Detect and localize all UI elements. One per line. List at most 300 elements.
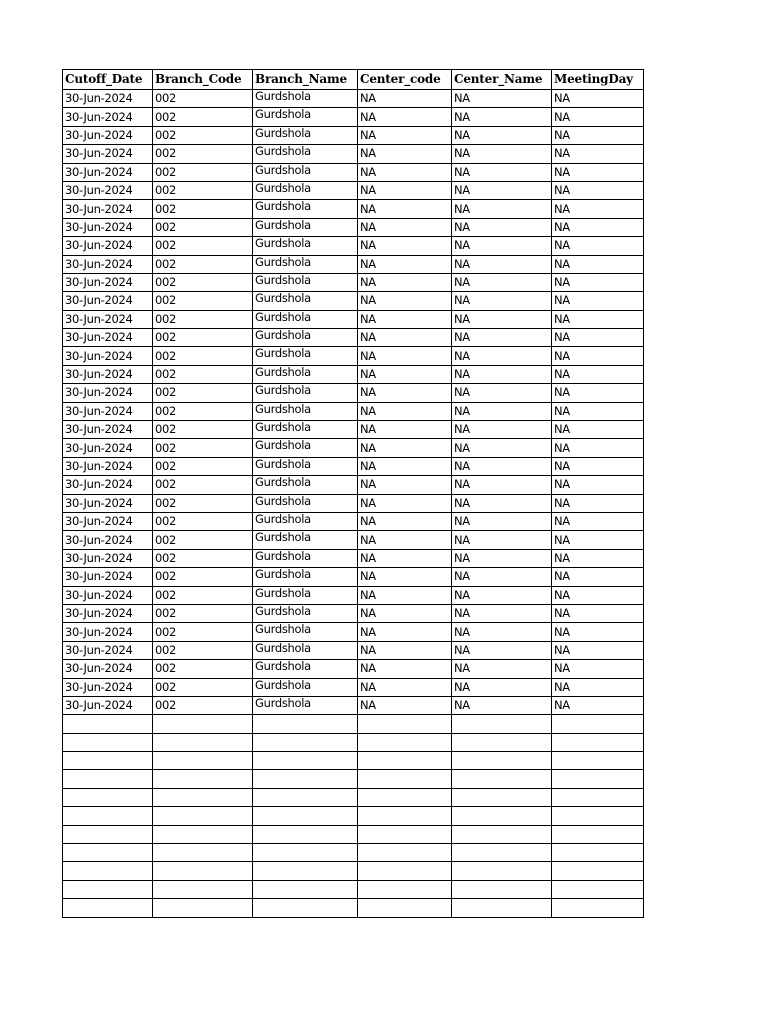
cell-center-code <box>358 733 452 751</box>
cell-center-code: NA <box>358 457 452 475</box>
cell-cutoff-date: 30-Jun-2024 <box>63 255 153 273</box>
cell-branch-code: 002 <box>153 457 253 475</box>
cell-branch-name: Gurdshola <box>253 476 358 494</box>
cell-branch-code <box>153 825 253 843</box>
cell-branch-name <box>253 715 358 733</box>
cell-meeting-day: NA <box>552 457 644 475</box>
table-row <box>63 218 644 236</box>
cell-center-code: NA <box>358 145 452 163</box>
table-row <box>63 237 644 255</box>
cell-cutoff-date: 30-Jun-2024 <box>63 145 153 163</box>
cell-branch-code <box>153 715 253 733</box>
cell-center-name: NA <box>452 163 552 181</box>
table-row <box>63 844 644 862</box>
cell-cutoff-date: 30-Jun-2024 <box>63 365 153 383</box>
cell-cutoff-date: 30-Jun-2024 <box>63 586 153 604</box>
cell-center-code: NA <box>358 273 452 291</box>
cell-branch-code: 002 <box>153 200 253 218</box>
cell-meeting-day <box>552 770 644 788</box>
cell-center-code: NA <box>358 568 452 586</box>
table-row <box>63 457 644 475</box>
cell-branch-name: Gurdshola <box>253 494 358 512</box>
cell-meeting-day: NA <box>552 163 644 181</box>
cell-branch-code: 002 <box>153 145 253 163</box>
cell-meeting-day: NA <box>552 108 644 126</box>
header-branch-name: Branch_Name <box>253 70 358 90</box>
cell-cutoff-date <box>63 825 153 843</box>
cell-meeting-day: NA <box>552 696 644 714</box>
table-row <box>63 641 644 659</box>
cell-center-name: NA <box>452 531 552 549</box>
table-row <box>63 402 644 420</box>
cell-meeting-day: NA <box>552 586 644 604</box>
cell-branch-code: 002 <box>153 623 253 641</box>
cell-center-name <box>452 899 552 917</box>
cell-cutoff-date: 30-Jun-2024 <box>63 604 153 622</box>
cell-branch-code: 002 <box>153 604 253 622</box>
cell-cutoff-date <box>63 899 153 917</box>
cell-center-name <box>452 825 552 843</box>
cell-branch-name: Gurdshola <box>253 586 358 604</box>
cell-branch-code <box>153 770 253 788</box>
cell-cutoff-date: 30-Jun-2024 <box>63 494 153 512</box>
cell-branch-code: 002 <box>153 292 253 310</box>
cell-center-name: NA <box>452 512 552 530</box>
cell-cutoff-date <box>63 807 153 825</box>
cell-meeting-day <box>552 862 644 880</box>
cell-center-name: NA <box>452 218 552 236</box>
table-header <box>63 70 644 90</box>
table-row <box>63 90 644 108</box>
table-row <box>63 788 644 806</box>
cell-branch-code: 002 <box>153 347 253 365</box>
cell-meeting-day <box>552 899 644 917</box>
cell-meeting-day <box>552 880 644 898</box>
cell-center-name: NA <box>452 568 552 586</box>
cell-cutoff-date: 30-Jun-2024 <box>63 273 153 291</box>
cell-center-name: NA <box>452 641 552 659</box>
cell-center-name: NA <box>452 384 552 402</box>
cell-center-code: NA <box>358 384 452 402</box>
cell-center-code: NA <box>358 292 452 310</box>
cell-center-code: NA <box>358 494 452 512</box>
cell-meeting-day: NA <box>552 512 644 530</box>
cell-meeting-day: NA <box>552 641 644 659</box>
cell-cutoff-date <box>63 752 153 770</box>
table-row <box>63 145 644 163</box>
cell-branch-code: 002 <box>153 218 253 236</box>
cell-branch-name: Gurdshola <box>253 421 358 439</box>
cell-branch-name: Gurdshola <box>253 660 358 678</box>
cell-cutoff-date: 30-Jun-2024 <box>63 237 153 255</box>
cell-branch-name: Gurdshola <box>253 200 358 218</box>
cell-center-name: NA <box>452 549 552 567</box>
cell-center-name: NA <box>452 660 552 678</box>
cell-center-name: NA <box>452 365 552 383</box>
cell-center-code <box>358 788 452 806</box>
cell-center-name: NA <box>452 604 552 622</box>
cell-center-name: NA <box>452 476 552 494</box>
cell-center-code: NA <box>358 90 452 108</box>
cell-center-code: NA <box>358 329 452 347</box>
cell-branch-code: 002 <box>153 163 253 181</box>
cell-meeting-day: NA <box>552 329 644 347</box>
cell-branch-code: 002 <box>153 531 253 549</box>
cell-branch-name: Gurdshola <box>253 604 358 622</box>
table-row <box>63 273 644 291</box>
cell-branch-code: 002 <box>153 586 253 604</box>
cell-branch-code: 002 <box>153 181 253 199</box>
cell-meeting-day <box>552 715 644 733</box>
table-row <box>63 181 644 199</box>
cell-branch-code: 002 <box>153 476 253 494</box>
cell-branch-name: Gurdshola <box>253 549 358 567</box>
cell-branch-code: 002 <box>153 549 253 567</box>
cell-branch-name: Gurdshola <box>253 641 358 659</box>
cell-center-name: NA <box>452 200 552 218</box>
cell-cutoff-date <box>63 844 153 862</box>
cell-cutoff-date: 30-Jun-2024 <box>63 696 153 714</box>
cell-branch-name <box>253 807 358 825</box>
cell-center-code: NA <box>358 421 452 439</box>
cell-cutoff-date: 30-Jun-2024 <box>63 641 153 659</box>
cell-center-name: NA <box>452 439 552 457</box>
cell-branch-name: Gurdshola <box>253 163 358 181</box>
cell-branch-code: 002 <box>153 568 253 586</box>
cell-center-name: NA <box>452 292 552 310</box>
cell-center-code: NA <box>358 604 452 622</box>
cell-center-name <box>452 770 552 788</box>
table-row <box>63 880 644 898</box>
cell-meeting-day: NA <box>552 568 644 586</box>
cell-center-name <box>452 733 552 751</box>
table-row <box>63 292 644 310</box>
cell-cutoff-date: 30-Jun-2024 <box>63 623 153 641</box>
cell-branch-name <box>253 862 358 880</box>
cell-meeting-day: NA <box>552 310 644 328</box>
cell-branch-name <box>253 844 358 862</box>
cell-branch-name: Gurdshola <box>253 531 358 549</box>
cell-cutoff-date: 30-Jun-2024 <box>63 347 153 365</box>
cell-branch-code: 002 <box>153 678 253 696</box>
cell-meeting-day: NA <box>552 604 644 622</box>
cell-branch-name: Gurdshola <box>253 255 358 273</box>
cell-center-name: NA <box>452 421 552 439</box>
cell-meeting-day: NA <box>552 476 644 494</box>
cell-branch-code: 002 <box>153 494 253 512</box>
cell-center-code: NA <box>358 126 452 144</box>
cell-meeting-day <box>552 807 644 825</box>
cell-cutoff-date: 30-Jun-2024 <box>63 108 153 126</box>
cell-branch-name <box>253 733 358 751</box>
cell-branch-code: 002 <box>153 273 253 291</box>
cell-branch-code: 002 <box>153 329 253 347</box>
table-row <box>63 200 644 218</box>
table-row <box>63 678 644 696</box>
cell-center-code: NA <box>358 696 452 714</box>
cell-center-name: NA <box>452 273 552 291</box>
cell-center-name <box>452 788 552 806</box>
cell-branch-name: Gurdshola <box>253 568 358 586</box>
cell-meeting-day: NA <box>552 531 644 549</box>
cell-center-name: NA <box>452 623 552 641</box>
cell-meeting-day: NA <box>552 660 644 678</box>
cell-center-name: NA <box>452 310 552 328</box>
cell-branch-code: 002 <box>153 439 253 457</box>
cell-cutoff-date: 30-Jun-2024 <box>63 512 153 530</box>
cell-branch-name: Gurdshola <box>253 347 358 365</box>
cell-meeting-day <box>552 825 644 843</box>
cell-cutoff-date: 30-Jun-2024 <box>63 660 153 678</box>
cell-cutoff-date: 30-Jun-2024 <box>63 531 153 549</box>
cell-cutoff-date: 30-Jun-2024 <box>63 568 153 586</box>
cell-center-code: NA <box>358 549 452 567</box>
cell-center-code: NA <box>358 623 452 641</box>
cell-branch-code: 002 <box>153 365 253 383</box>
cell-center-code <box>358 844 452 862</box>
header-meeting-day: MeetingDay <box>552 70 644 90</box>
table-row <box>63 310 644 328</box>
cell-center-code: NA <box>358 476 452 494</box>
cell-center-name: NA <box>452 237 552 255</box>
cell-branch-name: Gurdshola <box>253 678 358 696</box>
cell-branch-name: Gurdshola <box>253 310 358 328</box>
cell-meeting-day <box>552 733 644 751</box>
cell-center-code: NA <box>358 347 452 365</box>
cell-branch-code: 002 <box>153 402 253 420</box>
cell-center-code: NA <box>358 218 452 236</box>
table-row <box>63 531 644 549</box>
cell-cutoff-date: 30-Jun-2024 <box>63 329 153 347</box>
cell-branch-name: Gurdshola <box>253 292 358 310</box>
cell-branch-name: Gurdshola <box>253 145 358 163</box>
cell-meeting-day: NA <box>552 549 644 567</box>
cell-center-name: NA <box>452 696 552 714</box>
table-row <box>63 660 644 678</box>
cell-cutoff-date: 30-Jun-2024 <box>63 384 153 402</box>
cell-center-name <box>452 807 552 825</box>
cell-cutoff-date: 30-Jun-2024 <box>63 457 153 475</box>
cell-cutoff-date: 30-Jun-2024 <box>63 218 153 236</box>
table-row <box>63 384 644 402</box>
cell-meeting-day: NA <box>552 145 644 163</box>
cell-center-code: NA <box>358 365 452 383</box>
cell-cutoff-date: 30-Jun-2024 <box>63 181 153 199</box>
cell-branch-name <box>253 770 358 788</box>
table-row <box>63 696 644 714</box>
table-row <box>63 494 644 512</box>
cell-branch-code: 002 <box>153 90 253 108</box>
cell-meeting-day: NA <box>552 623 644 641</box>
cell-cutoff-date <box>63 733 153 751</box>
cell-meeting-day: NA <box>552 421 644 439</box>
cell-meeting-day: NA <box>552 347 644 365</box>
cell-branch-name <box>253 899 358 917</box>
header-branch-code: Branch_Code <box>153 70 253 90</box>
cell-branch-code <box>153 899 253 917</box>
cell-cutoff-date: 30-Jun-2024 <box>63 310 153 328</box>
cell-branch-code: 002 <box>153 310 253 328</box>
cell-meeting-day <box>552 752 644 770</box>
cell-meeting-day: NA <box>552 439 644 457</box>
table-row <box>63 604 644 622</box>
cell-cutoff-date: 30-Jun-2024 <box>63 439 153 457</box>
cell-center-name: NA <box>452 402 552 420</box>
cell-branch-name: Gurdshola <box>253 108 358 126</box>
cell-branch-name: Gurdshola <box>253 273 358 291</box>
cell-center-name: NA <box>452 181 552 199</box>
header-center-name: Center_Name <box>452 70 552 90</box>
cell-meeting-day <box>552 844 644 862</box>
table-row <box>63 899 644 917</box>
cell-branch-name <box>253 788 358 806</box>
table-row <box>63 255 644 273</box>
cell-cutoff-date: 30-Jun-2024 <box>63 126 153 144</box>
cell-branch-code <box>153 862 253 880</box>
cell-cutoff-date: 30-Jun-2024 <box>63 292 153 310</box>
cell-cutoff-date: 30-Jun-2024 <box>63 549 153 567</box>
cell-center-name <box>452 844 552 862</box>
cell-center-name: NA <box>452 108 552 126</box>
cell-center-code <box>358 770 452 788</box>
cell-center-code <box>358 880 452 898</box>
cell-center-code: NA <box>358 512 452 530</box>
cell-branch-name: Gurdshola <box>253 365 358 383</box>
cell-cutoff-date <box>63 715 153 733</box>
cell-meeting-day: NA <box>552 200 644 218</box>
cell-meeting-day: NA <box>552 255 644 273</box>
table-body <box>63 90 644 918</box>
cell-center-code <box>358 899 452 917</box>
cell-center-name: NA <box>452 494 552 512</box>
cell-cutoff-date: 30-Jun-2024 <box>63 200 153 218</box>
cell-center-name: NA <box>452 255 552 273</box>
cell-branch-code <box>153 807 253 825</box>
cell-meeting-day: NA <box>552 273 644 291</box>
table-row <box>63 549 644 567</box>
cell-center-code <box>358 825 452 843</box>
table-row <box>63 623 644 641</box>
cell-branch-name: Gurdshola <box>253 696 358 714</box>
cell-cutoff-date <box>63 770 153 788</box>
cell-cutoff-date: 30-Jun-2024 <box>63 402 153 420</box>
cell-center-code: NA <box>358 402 452 420</box>
cell-center-code: NA <box>358 181 452 199</box>
cell-cutoff-date: 30-Jun-2024 <box>63 163 153 181</box>
cell-center-code: NA <box>358 163 452 181</box>
cell-meeting-day: NA <box>552 126 644 144</box>
cell-branch-name: Gurdshola <box>253 181 358 199</box>
table-row <box>63 862 644 880</box>
table-row <box>63 439 644 457</box>
header-row <box>63 70 644 90</box>
cell-cutoff-date <box>63 862 153 880</box>
cell-center-code: NA <box>358 108 452 126</box>
cell-center-code: NA <box>358 531 452 549</box>
cell-meeting-day <box>552 788 644 806</box>
cell-cutoff-date: 30-Jun-2024 <box>63 476 153 494</box>
cell-meeting-day: NA <box>552 678 644 696</box>
table-row <box>63 733 644 751</box>
cell-center-code: NA <box>358 586 452 604</box>
cell-cutoff-date: 30-Jun-2024 <box>63 678 153 696</box>
table-row <box>63 715 644 733</box>
cell-branch-code: 002 <box>153 126 253 144</box>
cell-meeting-day: NA <box>552 181 644 199</box>
table-row <box>63 586 644 604</box>
cell-branch-name <box>253 825 358 843</box>
cell-center-name <box>452 880 552 898</box>
cell-meeting-day: NA <box>552 237 644 255</box>
cell-center-name: NA <box>452 126 552 144</box>
table-row <box>63 512 644 530</box>
cell-center-name: NA <box>452 457 552 475</box>
cell-branch-code: 002 <box>153 660 253 678</box>
data-table <box>62 69 644 918</box>
cell-branch-code: 002 <box>153 108 253 126</box>
cell-branch-name: Gurdshola <box>253 402 358 420</box>
cell-center-name: NA <box>452 90 552 108</box>
cell-meeting-day: NA <box>552 90 644 108</box>
table-row <box>63 163 644 181</box>
cell-meeting-day: NA <box>552 218 644 236</box>
cell-center-code: NA <box>358 678 452 696</box>
cell-center-name: NA <box>452 586 552 604</box>
header-cutoff-date: Cutoff_Date <box>63 70 153 90</box>
cell-meeting-day: NA <box>552 365 644 383</box>
cell-center-code <box>358 715 452 733</box>
cell-center-name: NA <box>452 145 552 163</box>
cell-branch-code: 002 <box>153 384 253 402</box>
table-row <box>63 476 644 494</box>
cell-branch-code: 002 <box>153 512 253 530</box>
cell-cutoff-date: 30-Jun-2024 <box>63 90 153 108</box>
cell-cutoff-date <box>63 880 153 898</box>
cell-branch-name <box>253 752 358 770</box>
cell-branch-code <box>153 880 253 898</box>
cell-center-code: NA <box>358 439 452 457</box>
cell-branch-code: 002 <box>153 421 253 439</box>
cell-cutoff-date <box>63 788 153 806</box>
cell-branch-name: Gurdshola <box>253 90 358 108</box>
cell-branch-code: 002 <box>153 255 253 273</box>
table-row <box>63 108 644 126</box>
table-row <box>63 568 644 586</box>
cell-center-code: NA <box>358 255 452 273</box>
table-row <box>63 807 644 825</box>
cell-center-name: NA <box>452 347 552 365</box>
cell-branch-name: Gurdshola <box>253 439 358 457</box>
cell-branch-code <box>153 733 253 751</box>
cell-branch-name: Gurdshola <box>253 457 358 475</box>
cell-branch-name: Gurdshola <box>253 384 358 402</box>
table-row <box>63 347 644 365</box>
table-row <box>63 421 644 439</box>
cell-cutoff-date: 30-Jun-2024 <box>63 421 153 439</box>
cell-branch-code: 002 <box>153 641 253 659</box>
cell-center-code <box>358 752 452 770</box>
cell-branch-name: Gurdshola <box>253 329 358 347</box>
cell-branch-name: Gurdshola <box>253 126 358 144</box>
cell-meeting-day: NA <box>552 494 644 512</box>
cell-branch-name: Gurdshola <box>253 218 358 236</box>
cell-meeting-day: NA <box>552 402 644 420</box>
cell-branch-code <box>153 844 253 862</box>
cell-center-name: NA <box>452 329 552 347</box>
table-row <box>63 365 644 383</box>
cell-center-code: NA <box>358 641 452 659</box>
table-row <box>63 770 644 788</box>
